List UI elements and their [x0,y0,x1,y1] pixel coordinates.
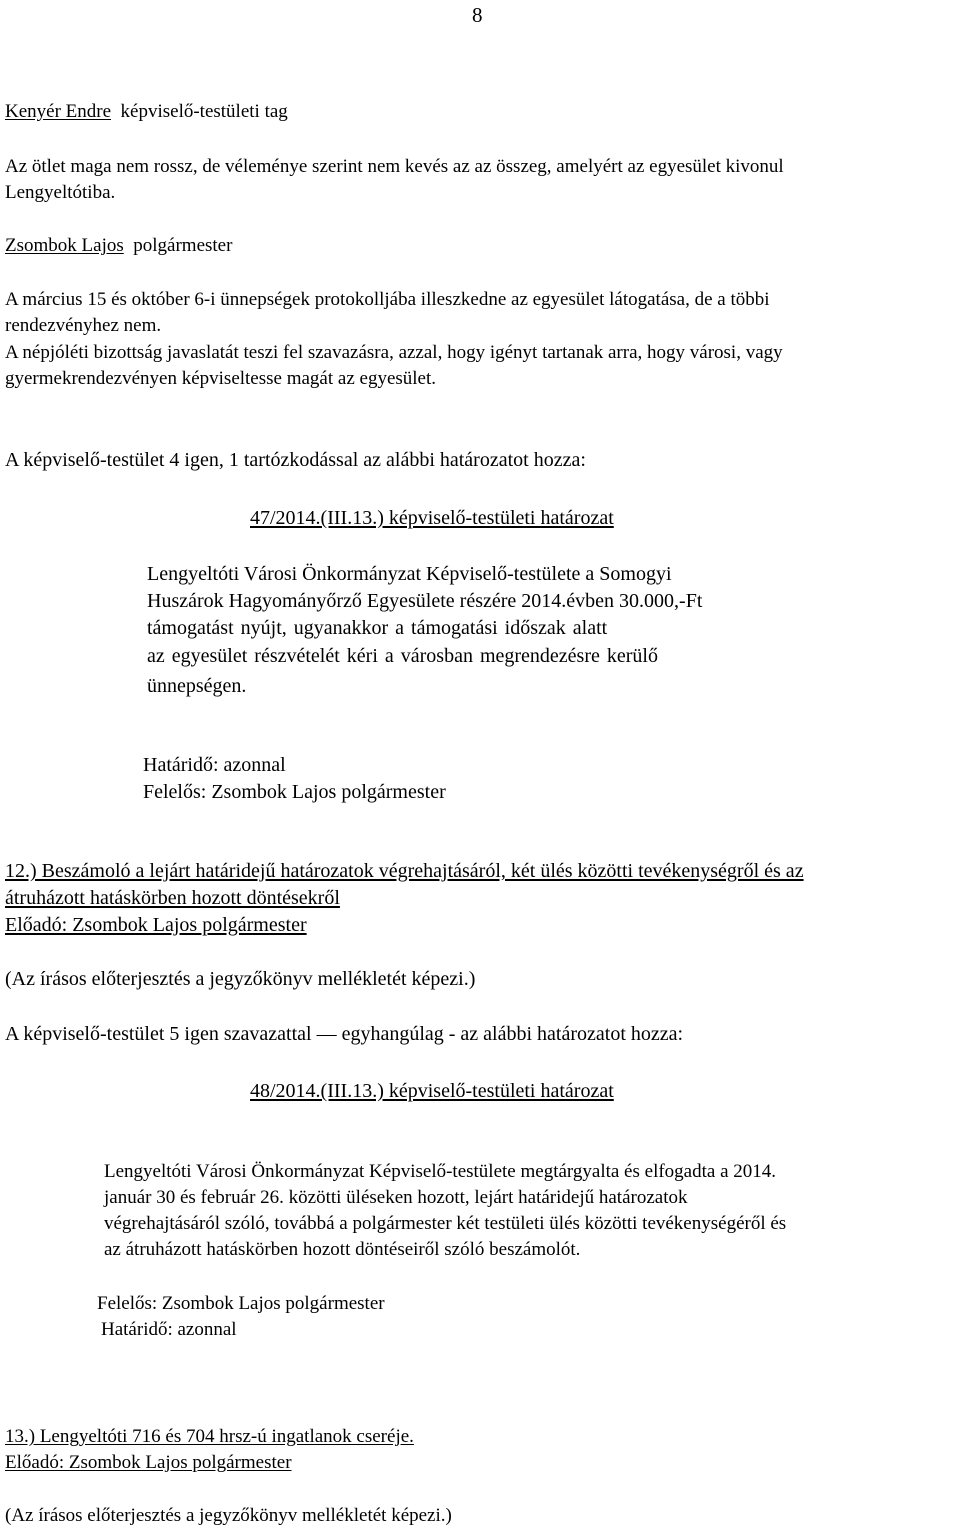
resolution-line: Lengyeltóti Városi Önkormányzat Képviselő-testülete megtárgyalta és elfogadta a 2014. [104,1161,777,1182]
presenter: Előadó: Zsombok Lajos polgármester [5,914,307,936]
paragraph-line: A népjóléti bizottság javaslatát teszi fel szavazásra, azzal, hogy igényt tartanak arra, hogy városi, vagy [5,342,783,363]
paragraph-line: gyermekrendezvényen képviseltesse magát az egyesület. [5,368,437,389]
paragraph-line: rendezvényhez nem. [5,315,162,336]
paragraph-line: A március 15 és október 6-i ünnepségek protokolljába illeszkedne az egyesület látogatása, de a többi [5,289,770,310]
resolution-line: az egyesület részvételét kéri a városban megrendezésre kerülő [147,645,658,667]
resolution-line: ünnepségen. [147,675,247,697]
paragraph-line: Az ötlet maga nem rossz, de véleménye szerint nem kevés az az összeg, amelyért az egyesület kivonul [5,156,784,177]
presenter: Előadó: Zsombok Lajos polgármester [5,1452,292,1473]
speaker-heading [5,99,288,125]
resolution-line: végrehajtásáról szóló, továbbá a polgármester két testületi ülés közötti tevékenységéről és [104,1213,787,1234]
responsible: Felelős: Zsombok Lajos polgármester [143,781,446,803]
resolution-title: 48/2014.(III.13.) képviselő-testületi határozat [250,1080,614,1102]
note: (Az írásos előterjesztés a jegyzőkönyv mellékletét képezi.) [5,968,476,990]
speaker-name: Zsombok Lajos [5,235,124,256]
responsible: Felelős: Zsombok Lajos polgármester [97,1293,385,1314]
resolution-line: támogatást nyújt, ugyanakkor a támogatási időszak alatt [147,617,608,639]
paragraph-line: Lengyeltótiba. [5,182,116,203]
vote-statement: A képviselő-testület 5 igen szavazattal — egyhangúlag - az alábbi határozatot hozza: [5,1023,684,1045]
resolution-title: 47/2014.(III.13.) képviselő-testületi határozat [250,507,614,529]
speaker-name: Kenyér Endre [5,101,112,122]
note: (Az írásos előterjesztés a jegyzőkönyv mellékletét képezi.) [5,1505,452,1526]
deadline: Határidő: azonnal [143,754,286,776]
agenda-item-title: átruházott hatáskörben hozott döntésekről [5,887,340,909]
page-number: 8 [472,3,483,27]
resolution-line: az átruházott hatáskörben hozott döntéseiről szóló beszámolót. [104,1239,581,1260]
resolution-line: január 30 és február 26. közötti üléseken hozott, lejárt határidejű határozatok [104,1187,688,1208]
resolution-line: Huszárok Hagyományőrző Egyesülete részére 2014.évben 30.000,-Ft [147,590,703,612]
vote-statement: A képviselő-testület 4 igen, 1 tartózkodással az alábbi határozatot hozza: [5,449,586,471]
speaker-heading [5,233,232,259]
resolution-line: Lengyeltóti Városi Önkormányzat Képviselő-testülete a Somogyi [147,563,672,585]
deadline: Határidő: azonnal [101,1319,237,1340]
agenda-item-title: 13.) Lengyeltóti 716 és 704 hrsz-ú ingatlanok cseréje. [5,1426,414,1447]
speaker-role: képviselő-testületi tag [120,101,288,122]
agenda-item-title: 12.) Beszámoló a lejárt határidejű határozatok végrehajtásáról, két ülés közötti tevékenységről és az [5,860,804,882]
speaker-role: polgármester [133,235,233,256]
